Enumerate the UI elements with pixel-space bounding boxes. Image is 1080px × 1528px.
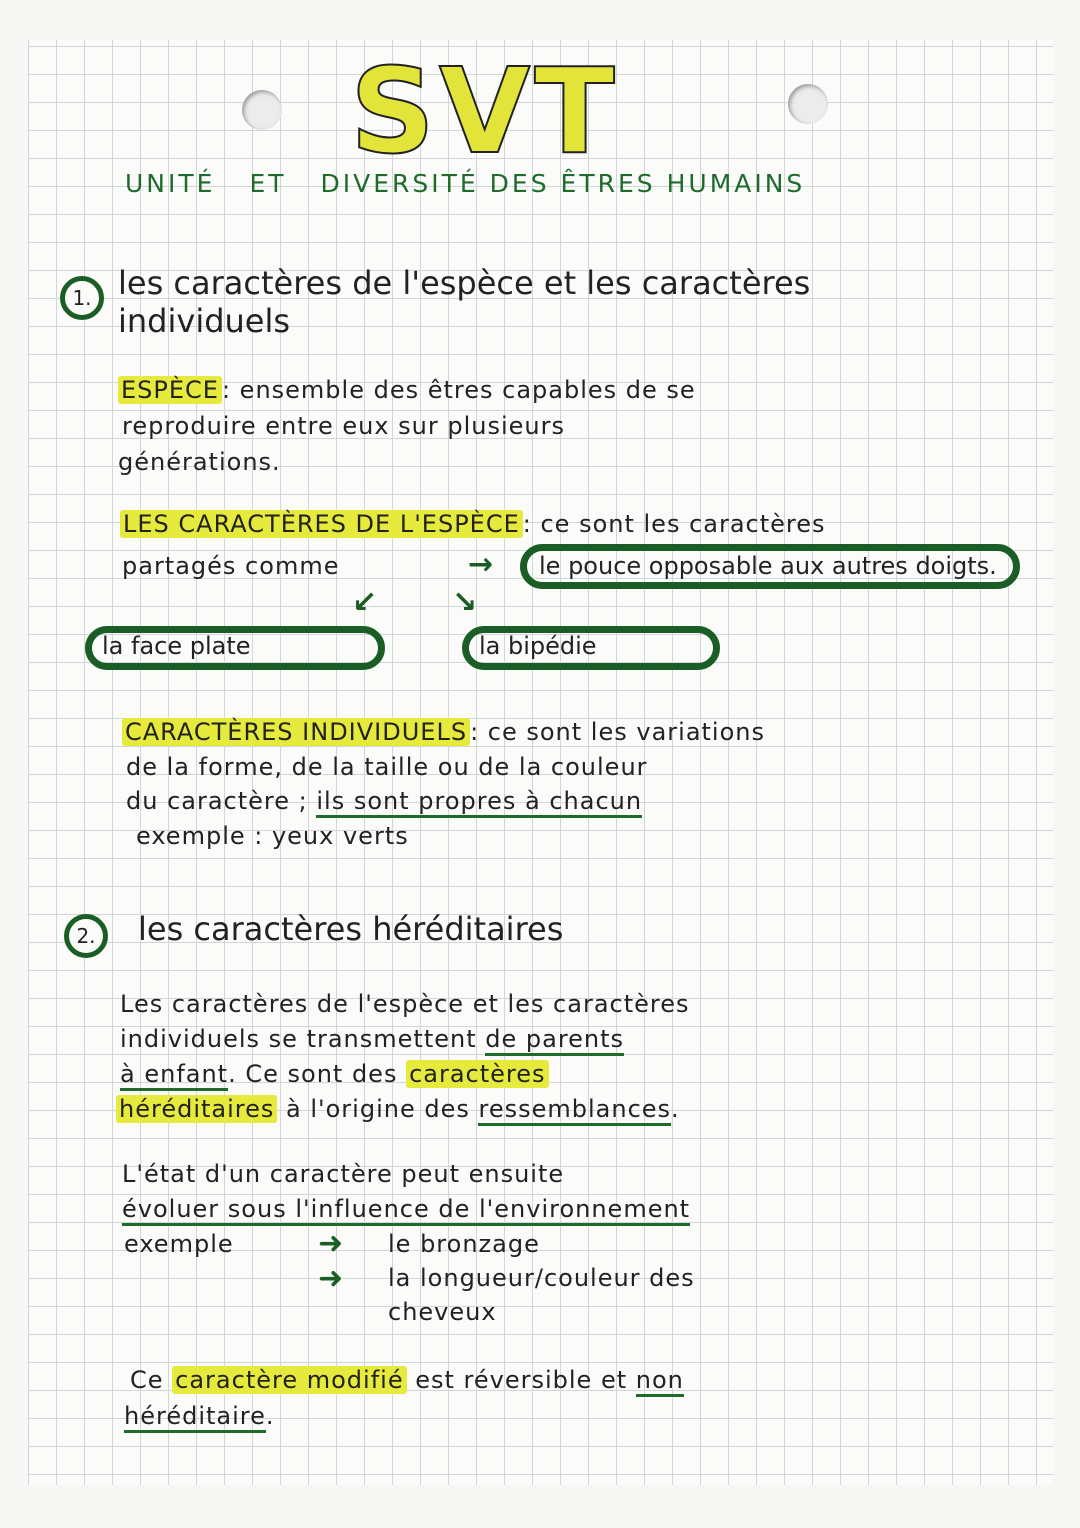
subtitle-part: UNITÉ <box>125 169 216 198</box>
subtitle <box>125 170 839 198</box>
example-item: cheveux <box>388 1298 497 1326</box>
underlined-text: évoluer sous l'influence de l'environnement <box>122 1195 690 1226</box>
section-number: 2. <box>64 914 108 958</box>
text-line: de la forme, de la taille ou de la couleur <box>126 753 648 781</box>
punch-hole <box>788 84 828 124</box>
underlined-text: non <box>636 1366 684 1397</box>
text-line: exemple <box>124 1230 234 1258</box>
term: LES CARACTÈRES DE L'ESPÈCE <box>120 510 523 538</box>
section-heading: individuels <box>118 302 291 340</box>
text-line <box>116 1095 680 1123</box>
text-line: Les caractères de l'espèce et les caractères <box>120 990 690 1018</box>
example-bubble: la bipédie <box>462 626 720 670</box>
term: CARACTÈRES INDIVIDUELS <box>122 718 470 746</box>
example-bubble: le pouce opposable aux autres doigts. <box>520 544 1020 589</box>
text: à l'origine des <box>277 1095 479 1123</box>
text-line <box>120 1060 549 1088</box>
punch-hole <box>242 90 282 130</box>
text-line <box>126 787 642 815</box>
text: . Ce sont des <box>228 1060 407 1088</box>
text: est réversible et <box>406 1366 636 1394</box>
text-line: reproduire entre eux sur plusieurs <box>122 412 565 440</box>
highlighted-text: caractères <box>406 1060 548 1088</box>
subtitle-part: DIVERSITÉ DES ÊTRES HUMAINS <box>320 169 806 198</box>
highlighted-text: caractère modifié <box>172 1366 406 1394</box>
highlighted-text: héréditaires <box>116 1095 277 1123</box>
arrow-down-icon: ↘ <box>452 585 478 620</box>
text-line <box>130 1366 684 1394</box>
definition-caracteres-individuels <box>122 718 765 746</box>
text-line <box>120 1025 624 1053</box>
section-heading: les caractères de l'espèce et les caractères <box>118 264 811 302</box>
subtitle-part: ET <box>249 169 287 198</box>
section-heading: les caractères héréditaires <box>138 910 564 948</box>
text: du caractère ; <box>126 787 317 815</box>
text-line: partagés comme <box>122 552 340 580</box>
text: : ce sont les caractères <box>522 510 826 538</box>
underlined-text: de parents <box>485 1025 624 1056</box>
example-item: le bronzage <box>388 1230 540 1258</box>
underlined-text: à enfant <box>120 1060 228 1091</box>
arrow-down-icon: ↙ <box>352 585 378 620</box>
text: . <box>671 1095 680 1123</box>
text-line <box>122 1195 690 1223</box>
page-title: SVT <box>350 42 619 180</box>
text: : ensemble des êtres capables de se <box>221 376 696 404</box>
text: . <box>265 1402 275 1430</box>
arrow-right-icon: → <box>468 547 494 582</box>
arrow-right-icon: ➜ <box>318 1226 344 1261</box>
text: : ce sont les variations <box>470 718 765 746</box>
example-item: la longueur/couleur des <box>388 1264 695 1292</box>
text-line: générations. <box>118 448 281 476</box>
text-line: L'état d'un caractère peut ensuite <box>122 1160 565 1188</box>
underlined-text: ressemblances <box>478 1095 671 1126</box>
text-line: exemple : yeux verts <box>136 822 409 850</box>
text: individuels se transmettent <box>120 1025 486 1053</box>
text: Ce <box>130 1366 173 1394</box>
text-line <box>124 1402 275 1430</box>
arrow-right-icon: ➜ <box>318 1261 344 1296</box>
example-bubble: la face plate <box>85 626 385 670</box>
section-number: 1. <box>60 276 104 320</box>
underlined-text: héréditaire <box>124 1402 266 1433</box>
definition-espece <box>118 376 696 404</box>
underlined-text: ils sont propres à chacun <box>316 787 642 818</box>
definition-caracteres-espece <box>120 510 826 538</box>
term: ESPÈCE <box>118 376 222 404</box>
